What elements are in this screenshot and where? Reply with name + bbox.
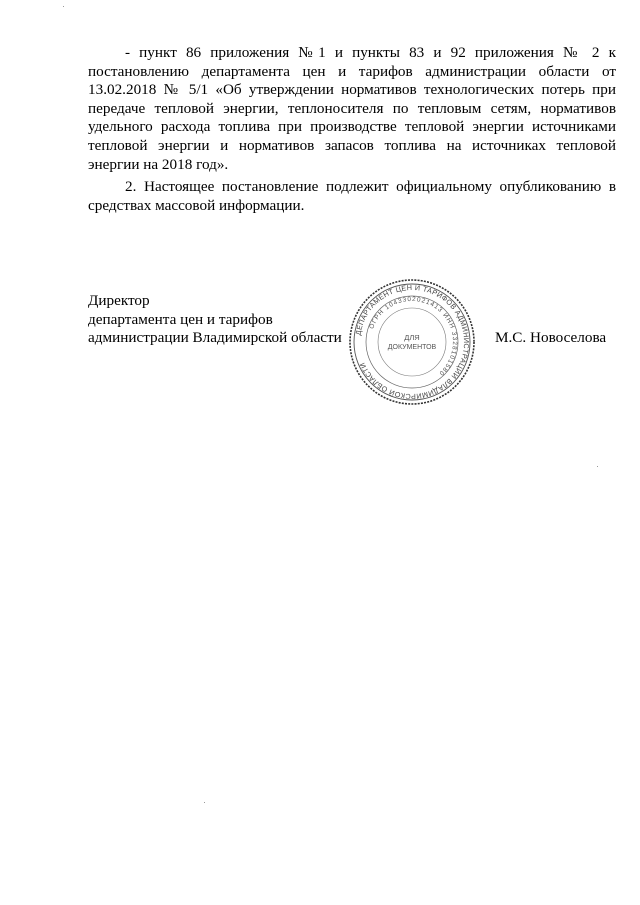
signature-block bbox=[88, 292, 388, 348]
paragraph-publication: 2. Настоящее постановление подлежит официальному опубликованию в средствах массовой информации. bbox=[88, 178, 616, 214]
signer-name: М.С. Новоселова bbox=[495, 329, 607, 346]
paragraph-item-repeal: - пункт 86 приложения №1 и пункты 83 и 92 приложения № 2 к постановлению департамента цен и тарифов администрации области от 13.02.2018 № 5/1 «Об утверждении нормативов технологических потерь при передаче тепловой энергии, теплоносителя по тепловым сетям, нормативов удельного расхода топлива при производстве тепловой энергии источниками тепловой энергии и нормативов запасов топлива на источниках тепловой энергии на 2018 год». bbox=[88, 44, 616, 173]
signature-department: департамента цен и тарифов bbox=[88, 310, 273, 328]
scan-speck bbox=[63, 6, 64, 7]
official-stamp bbox=[347, 277, 477, 407]
stamp-center-line1: ДЛЯ bbox=[404, 333, 420, 342]
scan-speck bbox=[204, 802, 205, 803]
stamp-digits-text: ОГРН 1043302021413 ИНН 3328101580 bbox=[368, 295, 459, 378]
signature-administration: администрации Владимирской области bbox=[88, 329, 342, 347]
scan-speck bbox=[597, 466, 598, 467]
signature-title: Директор bbox=[88, 292, 150, 309]
stamp-ring-text: ДЕПАРТАМЕНТ ЦЕН И ТАРИФОВ АДМИНИСТРАЦИИ ВЛАДИМИРСКОЙ ОБЛАСТИ bbox=[353, 282, 472, 402]
stamp-center-line2: ДОКУМЕНТОВ bbox=[387, 344, 437, 351]
